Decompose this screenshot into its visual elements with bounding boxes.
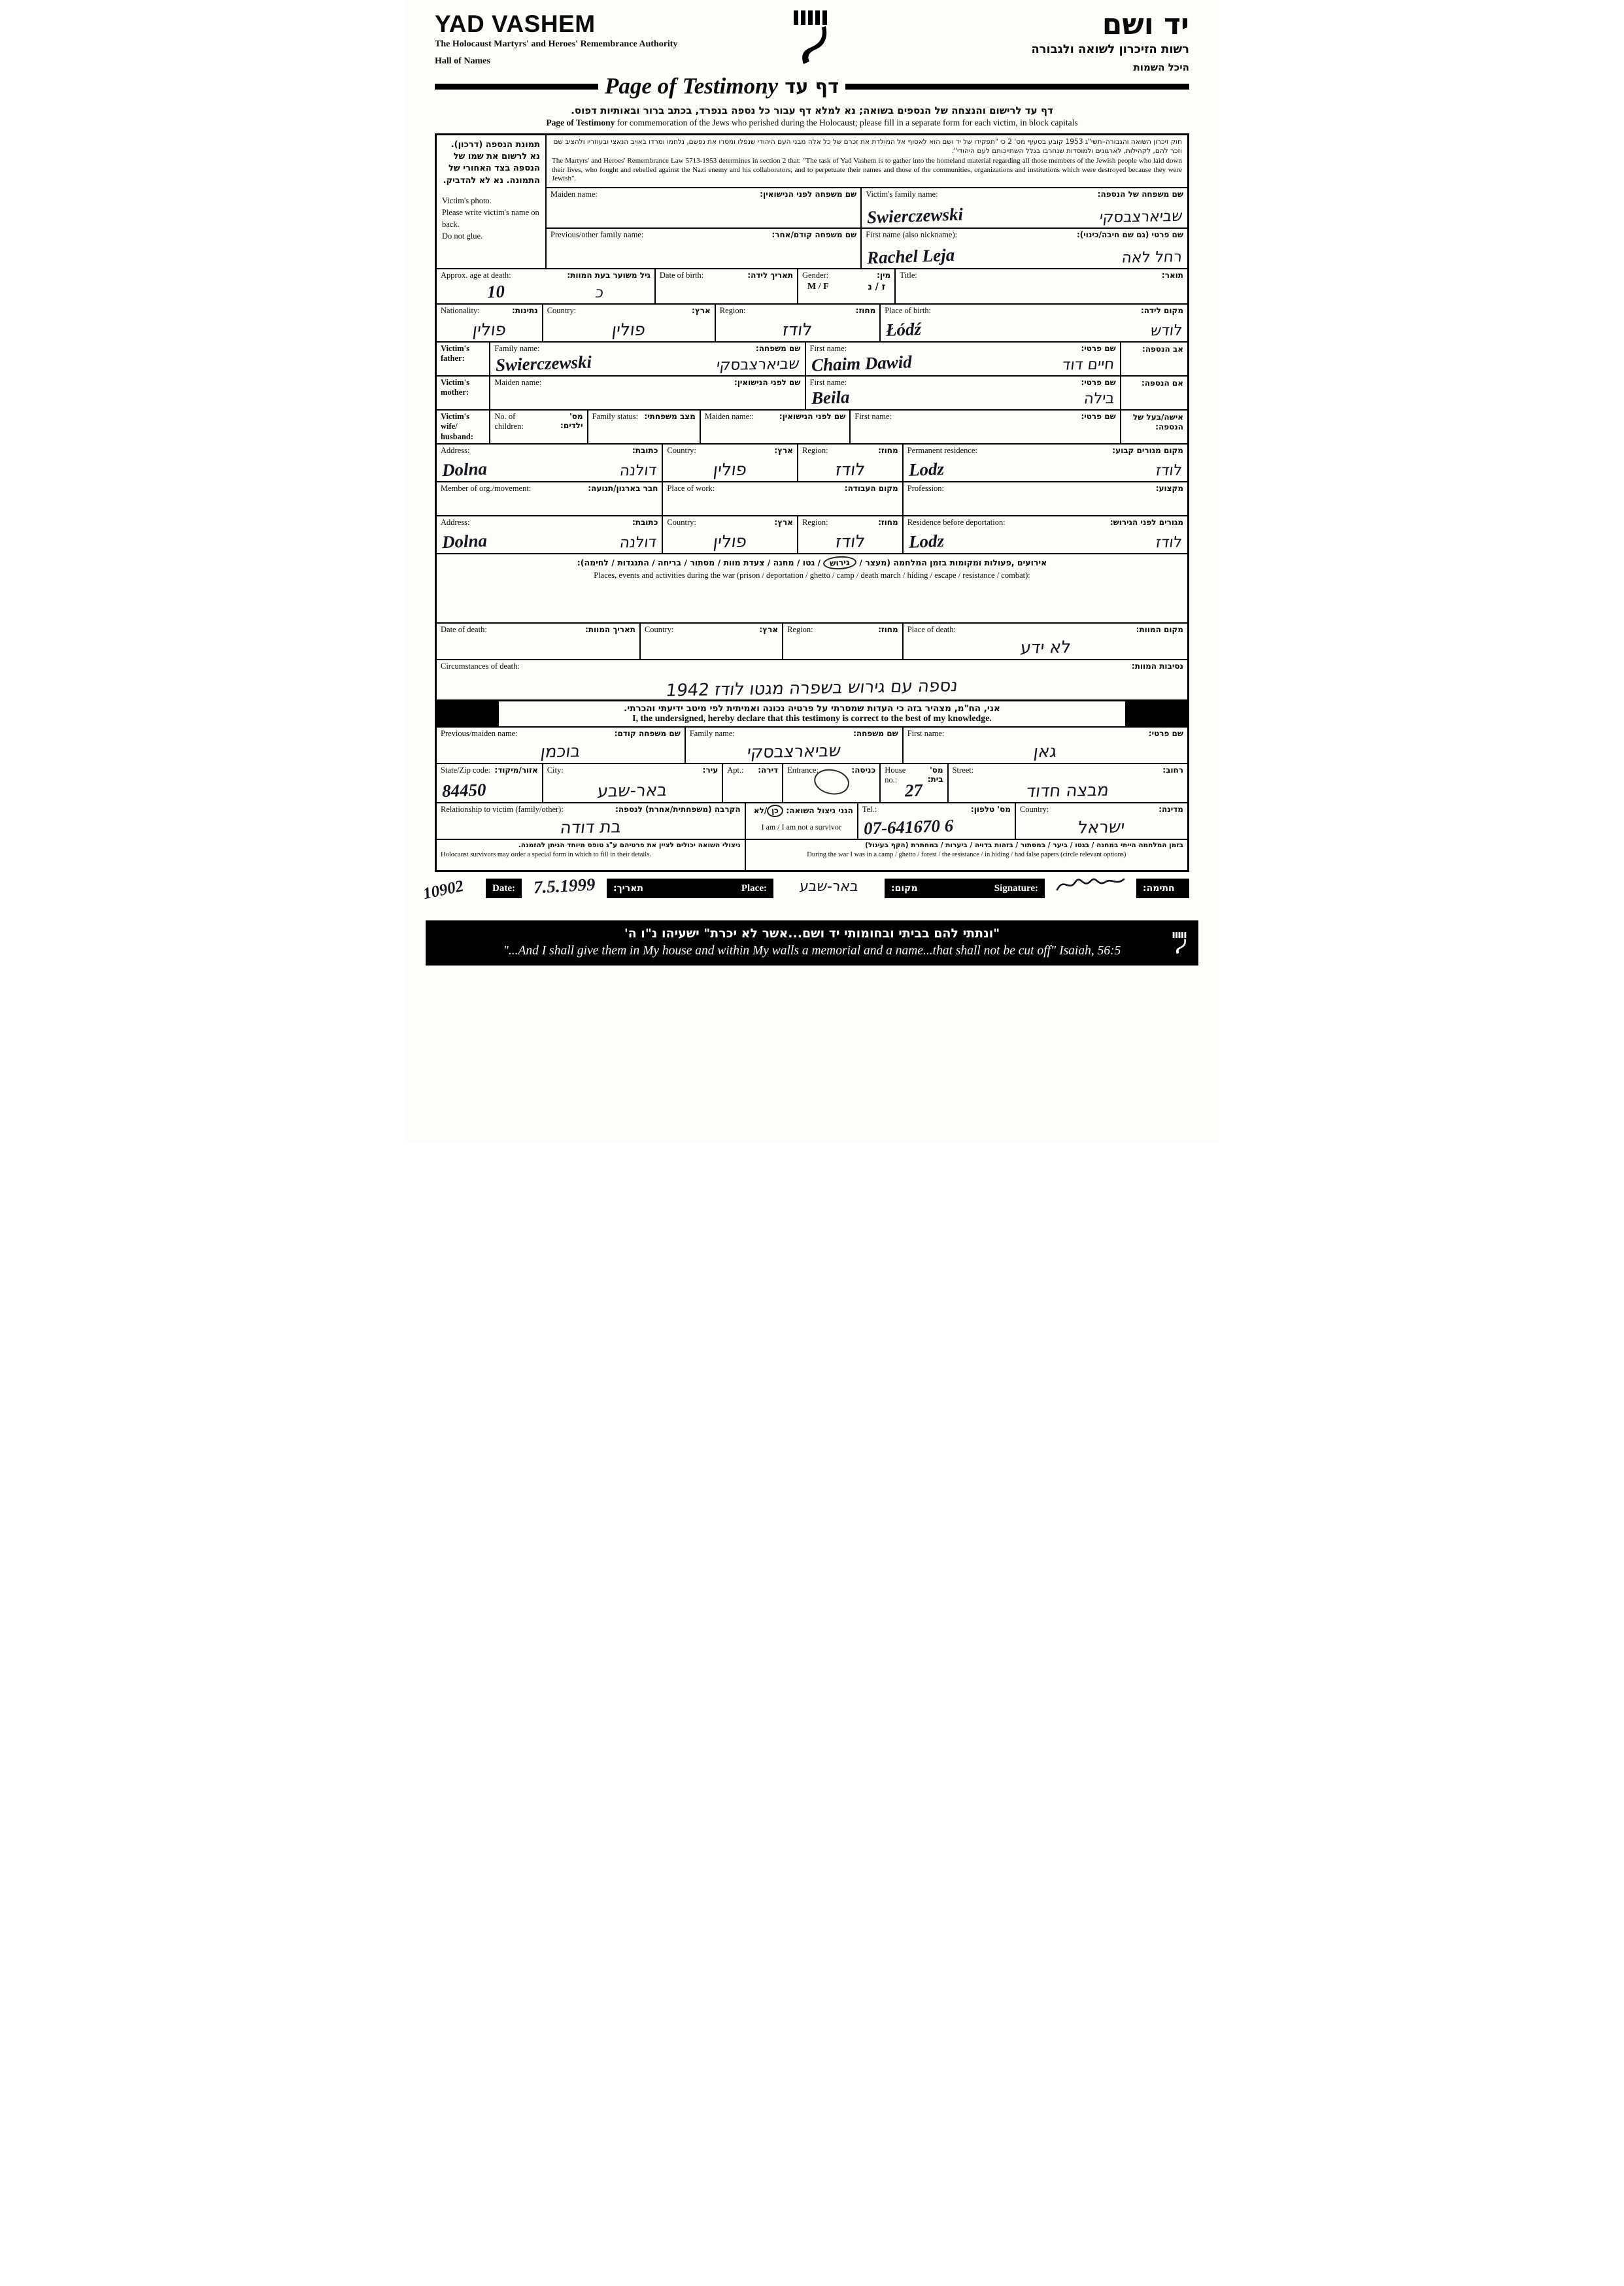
field-member-of-org: Member of org./movement: חבר בארגון/תנועה:	[441, 484, 658, 494]
header-left	[435, 10, 716, 67]
page-of-testimony-document	[406, 0, 1218, 1143]
intro	[435, 105, 1189, 128]
field-deportation-country: Country: ארץ: פולין	[662, 516, 797, 553]
handwritten-latin-value: Swierczewski	[495, 351, 592, 375]
footer-quote-band	[426, 920, 1198, 966]
row-submitter-names	[437, 726, 1187, 763]
circled-answer-yes: כן	[767, 805, 784, 818]
intro-english: Page of Testimony for commemoration of the Jews who perished during the Holocaust; please fill in a separate form for each victim, in block capitals	[546, 118, 1078, 127]
declaration-black-block-left	[437, 701, 499, 726]
declaration-black-block-right	[1125, 701, 1187, 726]
page-title-hebrew: דף עד	[785, 75, 839, 97]
handwritten-hebrew-value: בוכמן	[539, 741, 582, 762]
survivors-special-form-note: ניצולי השואה יכולים לציין את פרטיהם ע"ג טופס מיוחד הניתן להזמנה. Holocaust survivors may order a special form in which to fill in their details.	[441, 841, 741, 858]
handwritten-hebrew-value: לודז	[1155, 534, 1183, 552]
field-place-of-birth: Place of birth: מקום לידה: Łódź לודש	[879, 305, 1187, 341]
wartime-location-note: בזמן המלחמה הייתי במחנה / בגטו / ביער / במסתור / בזהות בדויה / ביערות / במחתרת (הקף בעיגול) During the war I was in a camp / ghetto / forest / the resistance / in hiding / had false papers (circle relevant options)	[745, 840, 1187, 870]
field-submitter-country: Country: מדינה: ישראל	[1015, 803, 1187, 839]
circled-word-deportation: גירוש	[823, 556, 857, 571]
date-he-place-segment: תאריך: Place:	[607, 879, 773, 898]
handwritten-hebrew-value: דולנה	[618, 462, 658, 480]
brand-hebrew: יד ושם	[1102, 8, 1189, 41]
gender-options-latin: M / F	[807, 281, 829, 292]
field-entrance: Entrance: כניסה:	[782, 764, 879, 802]
spouse-side-label: אישה/בעל של הנספה:	[1120, 411, 1187, 444]
signature-row	[421, 874, 1189, 909]
field-spouse-children: No. of children: מס' ילדים:	[489, 411, 586, 444]
field-deportation-region: Region: מחוז: לודז	[797, 516, 902, 553]
field-label-he: שם משפחה של הנספה:	[1097, 189, 1183, 199]
field-survivor-status	[745, 803, 857, 839]
field-birth-country: Country: ארץ: פולין	[542, 305, 715, 341]
field-profession: Profession: מקצוע:	[902, 482, 1187, 515]
handwritten-hebrew-value: פולין	[471, 320, 507, 340]
page-title: Page of Testimony	[605, 73, 779, 99]
row-occupation	[437, 481, 1187, 515]
photo-instructions-english: Victim's photo. Please write victim's name on back. Do not glue.	[442, 195, 539, 241]
law-text-english: The Martyrs' and Heroes' Remembrance Law 5713-1953 determines in section 2 that: "The task of Yad Vashem is to gather into the homeland material regarding all those members of the Jewish people who laid down their lives, who fought and rebelled against the Nazi enemy and his collaborators, and to perpetuate their names and those of the communities, organizations and institutions which were destroyed because they were Jewish".	[552, 157, 1182, 183]
title-bar-right	[845, 84, 1189, 90]
handwritten-hebrew-value: לודז	[834, 531, 866, 552]
handwritten-hebrew-value: ישראל	[1077, 817, 1126, 838]
row-birth-place	[437, 303, 1187, 341]
header-right	[908, 10, 1189, 73]
handwritten-reference-number: 10902	[421, 877, 465, 903]
victim-mother-row-label: Victim's mother:	[441, 377, 469, 397]
handwritten-hebrew-value: רחל לאה	[1121, 248, 1183, 267]
field-submitter-previous-name: Previous/maiden name: שם משפחה קודם: בוכמן	[441, 729, 681, 762]
field-spouse-family-status: Family status: מצב משפחתי:	[587, 411, 700, 444]
field-age-at-death: Approx. age at death: גיל משוער בעת המוות: 10 כ	[441, 270, 651, 301]
title-band	[435, 73, 1189, 99]
handwritten-hebrew-value: שביארצבסקי	[1098, 207, 1183, 226]
yad-vashem-mini-emblem-icon	[1172, 932, 1188, 954]
signature-he-segment: חתימה:	[1136, 879, 1189, 898]
handwritten-hebrew-value: לודז	[834, 460, 866, 480]
header	[435, 10, 1189, 73]
field-label-en: Previous/other family name:	[550, 229, 644, 239]
field-maiden-name	[547, 188, 860, 227]
row-submitter-address	[437, 763, 1187, 802]
handwritten-hebrew-value: לודז	[781, 320, 814, 340]
row-age-birth	[437, 268, 1187, 303]
father-side-label: אב הנספה:	[1120, 343, 1187, 375]
field-father-family-name: Family name: שם משפחה: Swierczewski שביארצבסקי	[489, 343, 804, 375]
handwritten-latin-value: 07-641670 6	[863, 815, 954, 839]
handwritten-hebrew-value: באר-שבע	[596, 781, 669, 802]
handwritten-hebrew-value: לא ידע	[1019, 637, 1072, 659]
handwritten-hebrew-value: פולין	[712, 531, 749, 552]
declaration-band	[437, 699, 1187, 726]
handwritten-hebrew-value: בת דודה	[558, 817, 622, 839]
date-label-segment: Date:	[486, 879, 522, 898]
field-label-en: Maiden name:	[550, 189, 598, 199]
mother-side-label: אם הנספה:	[1120, 377, 1187, 409]
handwritten-hebrew-value: חיים דוד	[1061, 355, 1116, 374]
field-death-country: Country: ארץ:	[639, 624, 782, 659]
date-value-area	[522, 874, 607, 898]
field-residence-region: Region: מחוז: לודז	[797, 445, 902, 481]
handwritten-latin-value: Dolna	[441, 459, 488, 480]
field-label-en: First name (also nickname):	[866, 229, 958, 239]
handwritten-latin-value: Dolna	[441, 531, 488, 552]
field-label-he: שם משפחה קודם/אחר:	[771, 229, 857, 239]
place-he-signature-segment: מקום: Signature:	[885, 879, 1045, 898]
handwritten-hebrew-value: לודז	[1155, 462, 1183, 480]
top-right-column	[547, 135, 1187, 268]
field-first-name	[860, 229, 1187, 268]
law-text-hebrew: חוק זיכרון השואה והגבורה–תשי"ג 1953 קובע בסעיף מס' 2 כי "תפקידו של יד ושם הוא לאסוף אל המולדת את זכרם של כל אלה מבני העם היהודי שנפלו ומסרו את נפשם, נלחמו ומרדו באויב הנאצי ובעוזריו ולהציב שם וזכר להם, לקהילות, לארגונים ולמוסדות שנחרבו בגלל השתייכותם לעם היהודי".	[553, 138, 1182, 155]
row-victim-father	[437, 341, 1187, 375]
handwritten-hebrew-value: גאן	[1032, 742, 1058, 762]
handwritten-latin-value: Chaim Dawid	[811, 351, 912, 375]
field-gender: Gender: מין: M / F ז / נ	[797, 269, 894, 303]
handwritten-hebrew-value: פולין	[712, 460, 749, 480]
survivor-question-hebrew: הנני ניצול השואה: כן/לא	[750, 805, 853, 817]
field-victim-family-name	[860, 188, 1187, 227]
row-permanent-residence	[437, 443, 1187, 481]
field-address-2: Address: כתובת: Dolna דולנה	[441, 518, 658, 552]
subtitle-english: The Holocaust Martyrs' and Heroes' Remembrance Authority	[435, 39, 678, 49]
field-place-of-work: Place of work: מקום העבודה:	[662, 482, 902, 515]
field-city: City: עיר: באר-שבע	[542, 764, 722, 802]
field-war-places-events	[437, 553, 1187, 622]
field-father-first-name: First name: שם פרטי: Chaim Dawid חיים דוד	[805, 343, 1120, 375]
field-residence-country: Country: ארץ: פולין	[662, 445, 797, 481]
field-circumstances-of-death: Circumstances of death: נסיבות המוות: נספה עם גירוש בשפרה מגטו לודז 1942	[441, 662, 1183, 701]
place-value-area	[773, 879, 885, 898]
field-house-number: House no.: מס' בית: 27	[879, 764, 947, 802]
handwritten-latin-value: Swierczewski	[866, 203, 964, 227]
handwritten-hebrew-value: פולין	[611, 320, 647, 340]
handwritten-hebrew-value: לודש	[1149, 322, 1183, 339]
handwritten-latin-value: Rachel Leja	[866, 244, 955, 267]
footer-quote-english: "...And I shall give them in My house and within My walls a memorial and a name...that shall not be cut off" Isaiah, 56:5	[503, 944, 1121, 958]
date-place-signature-bar	[486, 874, 1189, 898]
field-mother-maiden-name: Maiden name: שם לפני הנישואין:	[489, 377, 804, 409]
handwritten-latin-value: Lodz	[908, 459, 945, 480]
field-previous-family-name	[547, 229, 860, 268]
brand-english: YAD VASHEM	[435, 10, 596, 37]
yad-vashem-emblem-icon	[793, 10, 831, 69]
handwritten-latin-value: Łódź	[885, 318, 922, 340]
victim-father-row-label: Victim's father:	[441, 343, 469, 363]
row-relationship	[437, 802, 1187, 839]
field-title: Title: תואר:	[894, 269, 1187, 303]
field-submitter-family-name: Family name: שם משפחה: שביארצבסקי	[685, 728, 902, 763]
field-label-he: שם פרטי (גם שם חיבה/כינוי):	[1076, 229, 1183, 239]
hall-of-names-hebrew: היכל השמות	[1133, 61, 1189, 73]
field-residence-before-deportation: Residence before deportation: מגורים לפני הגירוש: Lodz לודז	[902, 516, 1187, 553]
handwritten-latin-value: 27	[904, 780, 923, 801]
field-death-region: Region: מחוז:	[782, 624, 902, 659]
row-notes	[437, 839, 1187, 870]
handwritten-place: באר-שבע	[798, 878, 860, 895]
field-street: Street: רחוב: מבצה חדוד	[947, 764, 1187, 802]
handwritten-latin-value: 84450	[441, 780, 486, 801]
field-permanent-residence: Permanent residence: מקום מגורים קבוע: Lodz לודז	[902, 445, 1187, 481]
row-victim-spouse	[437, 409, 1187, 444]
intro-hebrew: דף עד לרישום והנצחה של הנספים בשואה; נא למלא דף עבור כל נספה בנפרד, בכתב ברור ובאותיות דפוס.	[571, 105, 1053, 116]
footer-quote-hebrew: "ונתתי להם בביתי ובחומותי יד ושם...אשר לא יכרת" ישעיהו נ"ו ה'	[624, 926, 1000, 941]
top-section	[437, 135, 1187, 268]
row-first-name	[547, 229, 1187, 268]
row-death	[437, 622, 1187, 659]
survivor-question-english: I am / I am not a survivor	[761, 822, 841, 832]
victim-spouse-row-label: Victim's wife/ husband:	[441, 411, 474, 441]
field-address-1: Address: כתובת: Dolna דולנה	[441, 446, 658, 480]
row-victim-mother	[437, 375, 1187, 409]
subtitle-hebrew: רשות הזיכרון לשואה ולגבורה	[1031, 42, 1189, 56]
handwritten-date: 7.5.1999	[532, 874, 596, 898]
field-spouse-first-name: First name: שם פרטי:	[849, 411, 1119, 444]
signature-value-area	[1045, 879, 1136, 898]
war-places-label-hebrew: אירועים ,פעולות ומקומות בזמן המלחמה (מעצר / גירוש / גטו / מחנה / צעדת מוות / מסתור / בריחה / התנגדות / לחימה):	[442, 556, 1182, 569]
handwritten-hebrew-value: כ	[594, 284, 605, 301]
row-circumstances	[437, 659, 1187, 699]
victim-photo-box	[437, 135, 547, 268]
handwritten-latin-value: 10	[486, 281, 505, 301]
field-label-he: שם משפחה לפני הנישואין:	[760, 189, 857, 199]
field-date-of-birth: Date of birth: תאריך לידה:	[654, 269, 797, 303]
remembrance-law-box	[547, 135, 1187, 188]
field-relationship-to-victim: Relationship to victim (family/other): הקרבה (משפחתית/אחרת) לנספה: בת דודה	[441, 805, 741, 839]
field-telephone: Tel.: מס' טלפון: 07-641670 6	[857, 803, 1015, 839]
handwritten-latin-value: Beila	[810, 386, 850, 408]
handwritten-latin-value: Lodz	[908, 531, 945, 552]
field-label-en: Victim's family name:	[866, 189, 938, 199]
field-mother-first-name: First name: שם פרטי: Beila בילה	[805, 377, 1120, 409]
title-bar-left	[435, 84, 598, 90]
field-zip-code: State/Zip code: אזור/מיקוד: 84450	[441, 765, 538, 801]
field-apartment: Apt.: דירה:	[722, 764, 782, 802]
field-submitter-first-name: First name: שם פרטי: גאן	[902, 728, 1187, 763]
signature-scribble	[1055, 873, 1126, 896]
gender-options-hebrew: ז / נ	[868, 281, 886, 292]
testimony-form	[435, 133, 1189, 872]
field-spouse-maiden-name: Maiden name:: שם לפני הנישואין:	[700, 411, 850, 444]
field-nationality: Nationality: נתינות: פולין	[441, 305, 538, 340]
field-birth-region: Region: מחוז: לודז	[715, 305, 880, 341]
declaration-text: אני, הח"מ, מצהיר בזה כי העדות שמסרתי על פרטיה נכונה ואמיתית לפי מיטב ידיעתי והכרתי. I, the undersigned, hereby declare that this testimony is correct to the best of my knowledge.	[624, 703, 1000, 724]
row-residence-before-deportation	[437, 515, 1187, 553]
hall-of-names-english: Hall of Names	[435, 56, 490, 66]
war-places-label-english: Places, events and activities during the war (prison / deportation / ghetto / camp / death march / hiding / escape / resistance / combat):	[594, 571, 1030, 580]
field-place-of-death: Place of death: מקום המוות: לא ידע	[902, 624, 1187, 659]
handwritten-hebrew-value: שביארצבסקי	[745, 741, 842, 763]
photo-instructions-hebrew: תמונת הנספה (דרכון). נא לרשום את שמו של הנספה בצד האחורי של התמונה. נא לא להדביק.	[443, 140, 540, 186]
handwritten-hebrew-value: בילה	[1083, 390, 1116, 407]
handwritten-hebrew-value: נספה עם גירוש בשפרה מגטו לודז 1942	[665, 676, 959, 701]
row-family-name	[547, 188, 1187, 229]
handwritten-hebrew-value: דולנה	[618, 533, 658, 552]
handwritten-hebrew-value: שביארצבסקי	[715, 355, 801, 374]
handwritten-hebrew-value: מבצה חדוד	[1025, 781, 1111, 802]
field-date-of-death: Date of death: תאריך המוות:	[441, 625, 635, 635]
